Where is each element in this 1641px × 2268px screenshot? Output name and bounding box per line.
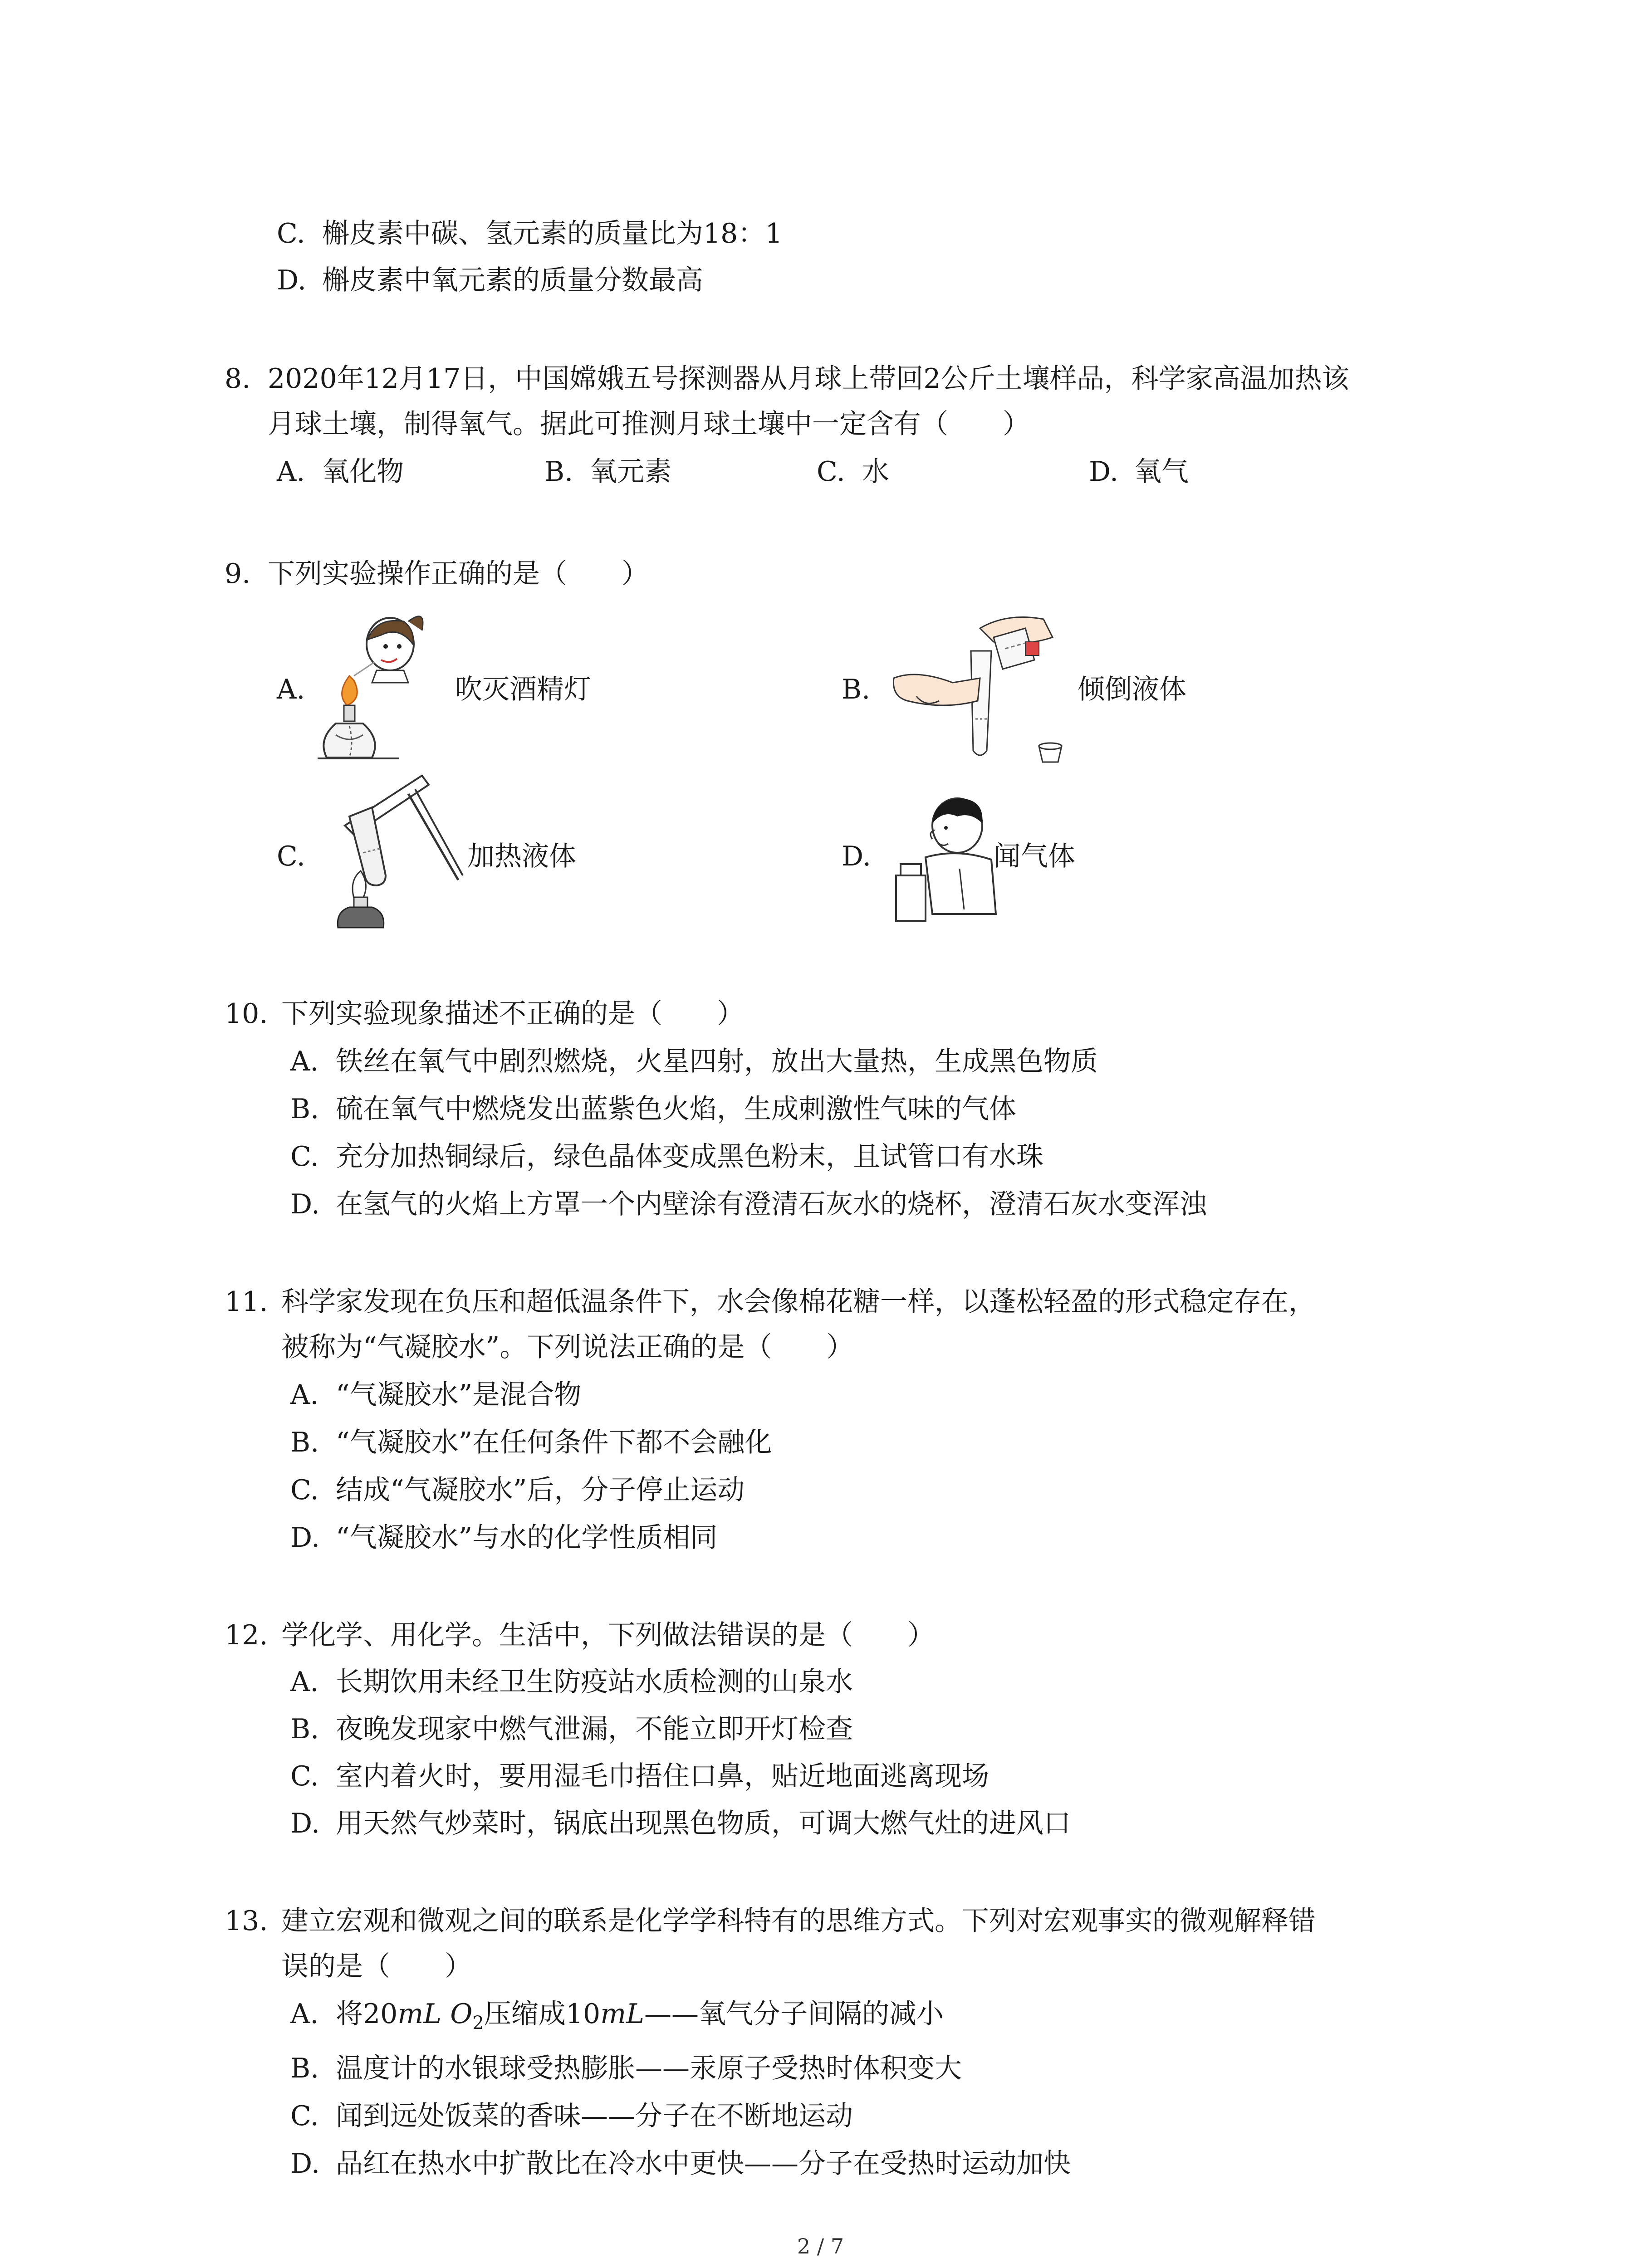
q9-option-b-label: B. (842, 674, 871, 705)
q12-option-c: C. 室内着火时，要用湿毛巾捂住口鼻，贴近地面逃离现场 (290, 1760, 989, 1792)
q12-option-b: B. 夜晚发现家中燃气泄漏，不能立即开灯检查 (290, 1713, 853, 1745)
q9-option-b-caption: 倾倒液体 (1078, 674, 1186, 705)
q13-stem-line2: 误的是（ ） (281, 1950, 472, 1982)
q9-option-d-caption: 闻气体 (994, 841, 1075, 872)
q11-option-c: C. 结成“气凝胶水”后，分子停止运动 (290, 1474, 745, 1506)
q8-option-b: B. 氧元素 (544, 456, 671, 488)
q11-option-d: D. “气凝胶水”与水的化学性质相同 (290, 1522, 718, 1554)
q8-option-a: A. 氧化物 (277, 456, 404, 488)
q9-option-a-caption: 吹灭酒精灯 (455, 674, 591, 705)
q8-option-d: D. 氧气 (1089, 456, 1189, 488)
q10-option-b: B. 硫在氧气中燃烧发出蓝紫色火焰，生成刺激性气味的气体 (290, 1093, 1016, 1125)
q13-option-d: D. 品红在热水中扩散比在冷水中更快——分子在受热时运动加快 (290, 2148, 1071, 2180)
q9-option-a-label: A. (277, 674, 305, 705)
q11-stem-line1: 11. 科学家发现在负压和超低温条件下，水会像棉花糖一样，以蓬松轻盈的形式稳定存在， (225, 1286, 1316, 1318)
q10-option-c: C. 充分加热铜绿后，绿色晶体变成黑色粉末，且试管口有水珠 (290, 1141, 1043, 1173)
q11-option-b: B. “气凝胶水”在任何条件下都不会融化 (290, 1427, 772, 1458)
q10-option-d: D. 在氢气的火焰上方罩一个内壁涂有澄清石灰水的烧杯，澄清石灰水变浑浊 (290, 1188, 1207, 1220)
q7-option-d: D. 槲皮素中氧元素的质量分数最高 (277, 264, 703, 296)
q11-stem-line2: 被称为“气凝胶水”。下列说法正确的是（ ） (281, 1331, 854, 1363)
heat-liquid-image (318, 767, 467, 930)
q9-option-c-label: C. (277, 841, 305, 872)
q11-option-a: A. “气凝胶水”是混合物 (290, 1379, 582, 1411)
pour-liquid-image (889, 610, 1075, 778)
q13-option-a: A. 将20mL $O_2$压缩成10mL——氧气分子间隔的减小 (290, 1998, 944, 2033)
q9-stem: 9. 下列实验操作正确的是（ ） (225, 558, 649, 590)
q13-stem-line1: 13. 建立宏观和微观之间的联系是化学学科特有的思维方式。下列对宏观事实的微观解释错 (225, 1905, 1316, 1937)
blow-out-lamp-image (318, 608, 454, 789)
q12-option-a: A. 长期饮用未经卫生防疫站水质检测的山泉水 (290, 1666, 853, 1698)
q8-option-c: C. 水 (817, 456, 889, 488)
page-number: 2 / 7 (797, 2234, 844, 2258)
q9-option-d-label: D. (842, 841, 872, 872)
q10-stem: 10. 下列实验现象描述不正确的是（ ） (225, 998, 744, 1030)
q7-option-c: C. 槲皮素中碳、氢元素的质量比为18：1 (277, 218, 783, 249)
q12-option-d: D. 用天然气炒菜时，锅底出现黑色物质，可调大燃气灶的进风口 (290, 1808, 1071, 1839)
q9-option-c-caption: 加热液体 (467, 841, 576, 872)
q8-stem-line1: 8. 2020年12月17日，中国嫦娥五号探测器从月球上带回2公斤土壤样品，科学家高温加热该 (225, 363, 1349, 395)
smell-gas-image (889, 796, 998, 928)
q13-option-b: B. 温度计的水银球受热膨胀——汞原子受热时体积变大 (290, 2053, 962, 2084)
q12-stem: 12. 学化学、用化学。生活中，下列做法错误的是（ ） (225, 1619, 935, 1651)
q13-option-c: C. 闻到远处饭菜的香味——分子在不断地运动 (290, 2100, 853, 2132)
q8-stem-line2: 月球土壤，制得氧气。据此可推测月球土壤中一定含有（ ） (268, 408, 1030, 440)
q10-option-a: A. 铁丝在氧气中剧烈燃烧，火星四射，放出大量热，生成黑色物质 (290, 1046, 1098, 1077)
